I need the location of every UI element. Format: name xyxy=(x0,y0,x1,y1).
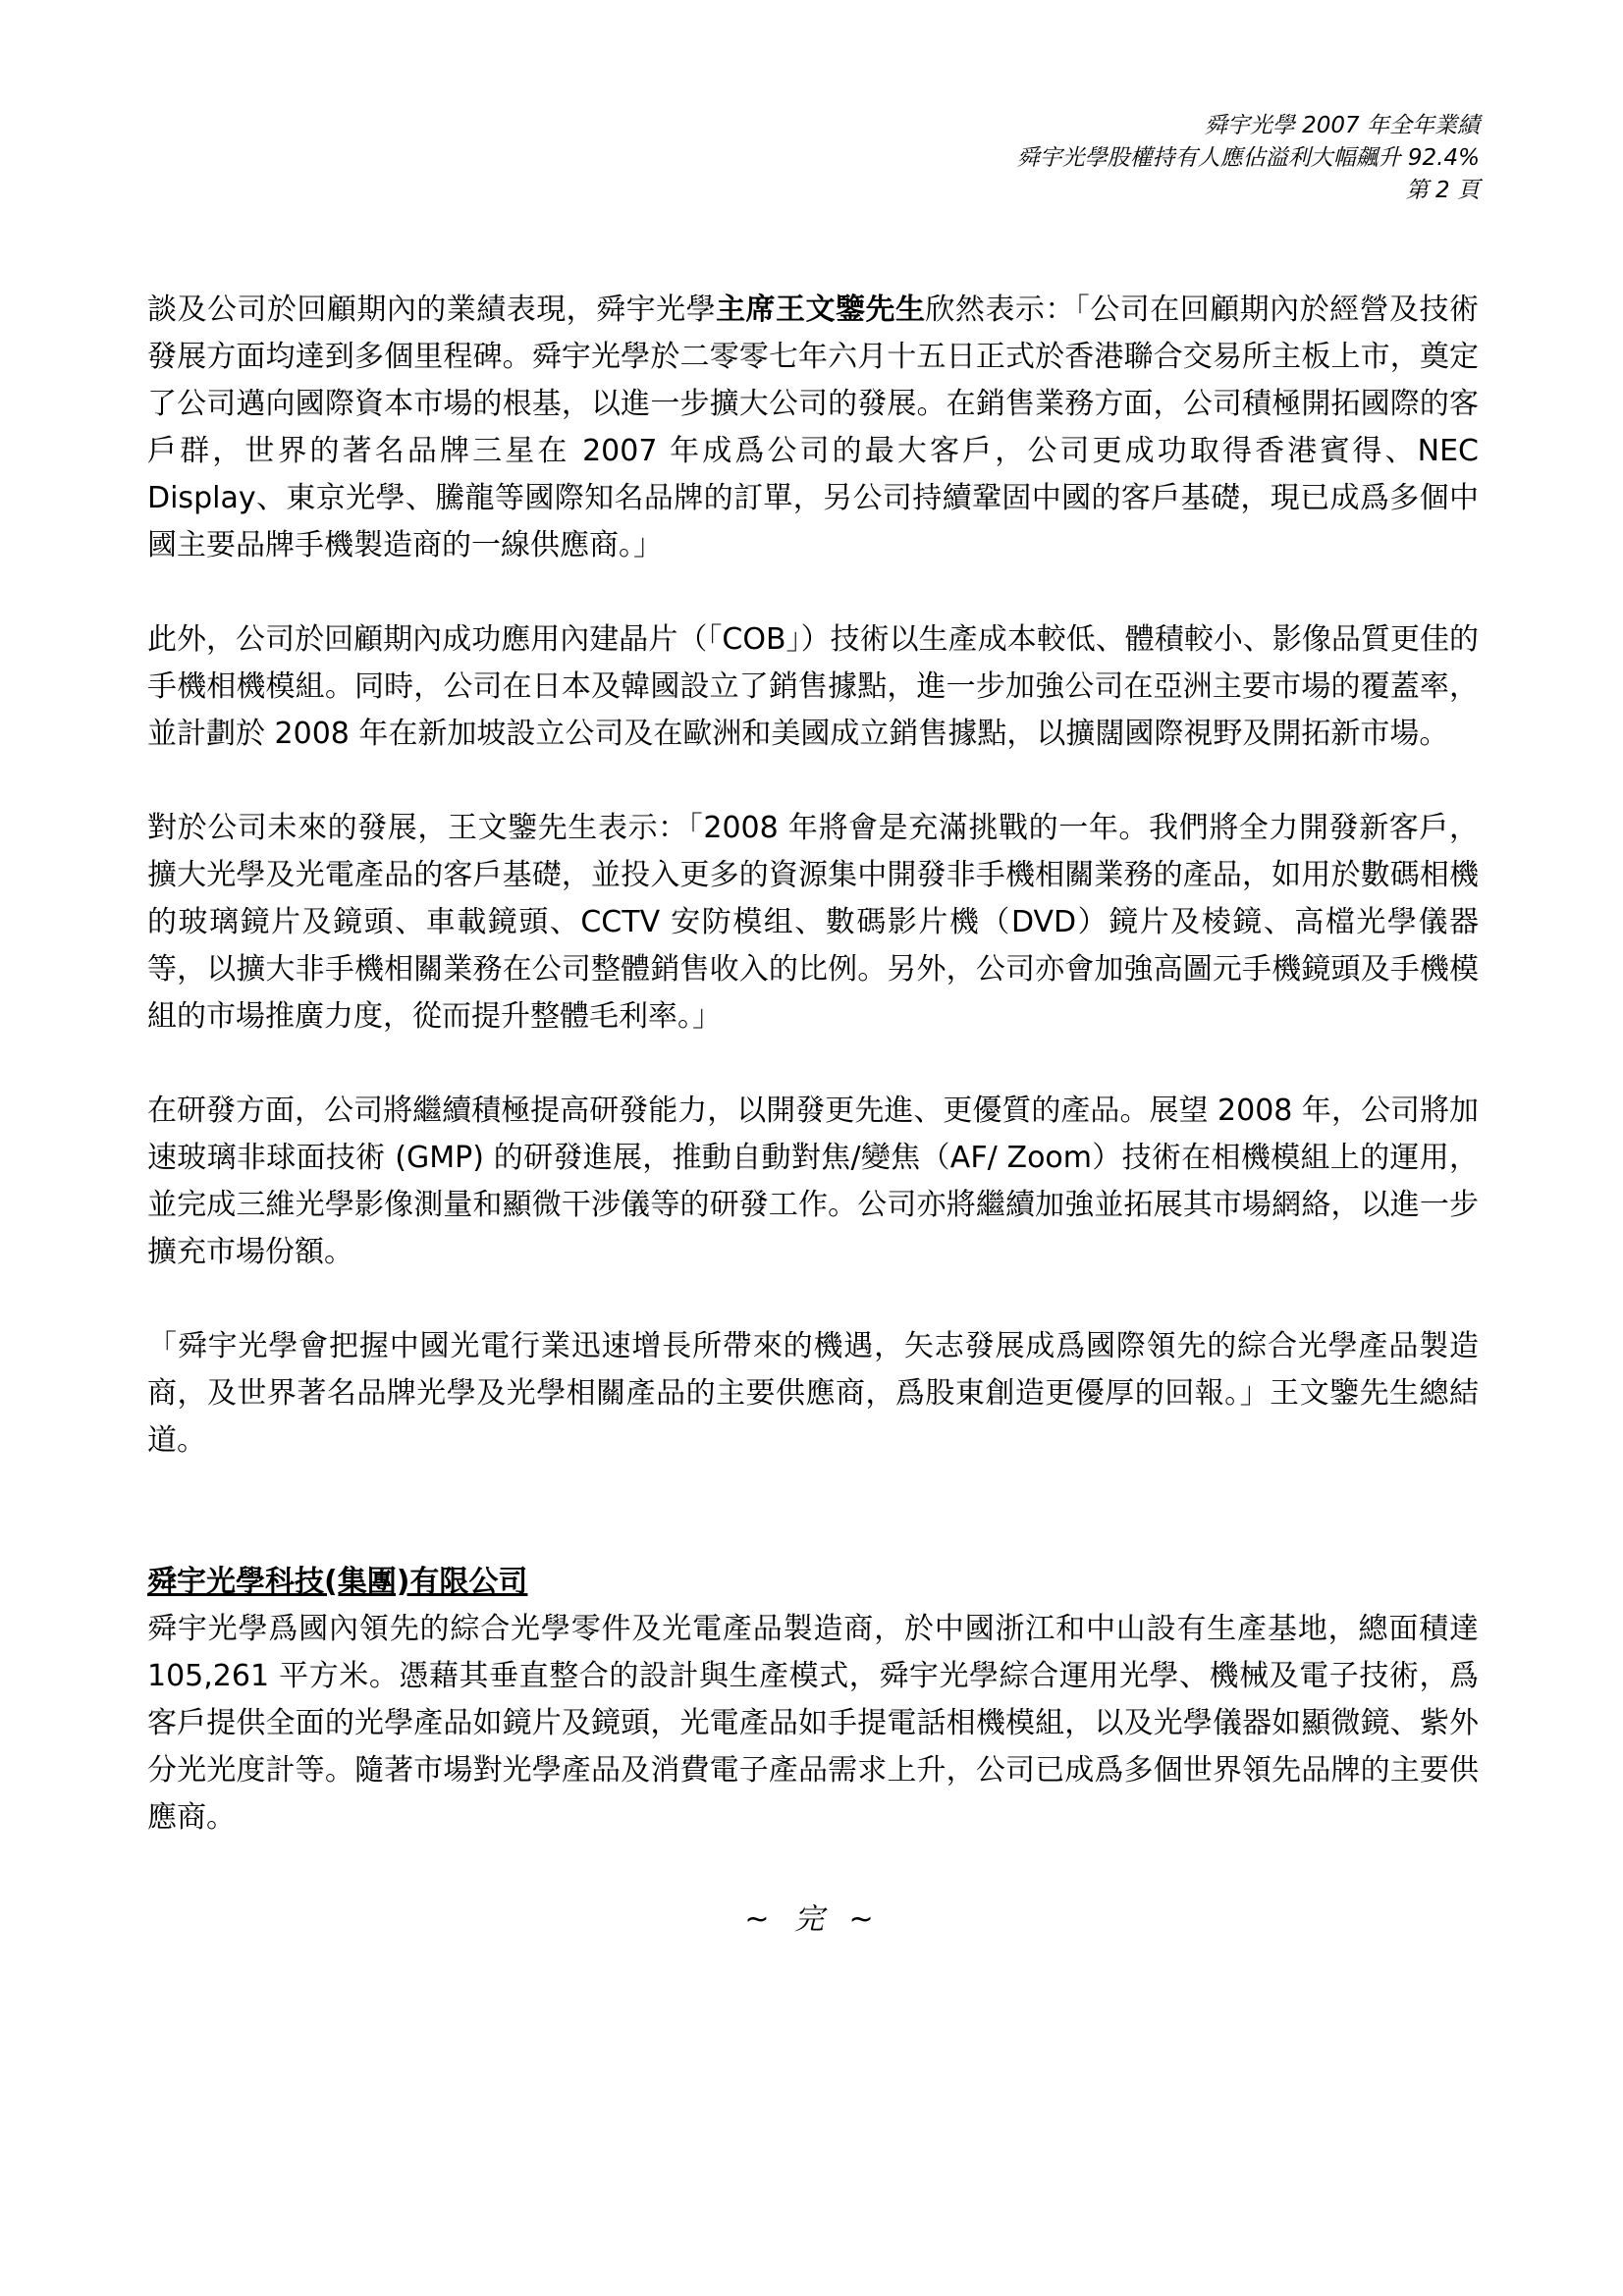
chairman-name: 主席王文鑒先生 xyxy=(716,293,926,327)
header-profit-headline: 舜宇光學股權持有人應佔溢利大幅飆升 92.4% xyxy=(1016,145,1480,171)
paragraph-cob-technology: 此外，公司於回顧期內成功應用內建晶片（「COB」）技術以生產成本較低、體積較小、影像品質更佳的手機相機模組。同時，公司在日本及韓國設立了銷售據點，進一步加強公司在亞洲主要市場的覆蓋率，並計劃於 2008 年在新加坡設立公司及在歐洲和美國成立銷售據點，以擴闊國際視野及開拓新市場。 xyxy=(147,622,1479,751)
paragraph-future-development: 對於公司未來的發展，王文鑒先生表示：「2008 年將會是充滿挑戰的一年。我們將全力開發新客戶，擴大光學及光電產品的客戶基礎，並投入更多的資源集中開發非手機相關業務的產品，如用於數碼相機的玻璃鏡片及鏡頭、車載鏡頭、CCTV 安防模组、數碼影片機（DVD）鏡片及棱鏡、高檔光學儀器等，以擴大非手機相關業務在公司整體銷售收入的比例。另外，公司亦會加強高圖元手機鏡頭及手機模組的市場推廣力度，從而提升整體毛利率。」 xyxy=(147,811,1479,1034)
company-profile-title: 舜宇光學科技(集團)有限公司 xyxy=(147,1565,528,1599)
header-results-title: 舜宇光學 2007 年全年業績 xyxy=(1204,113,1480,138)
document-body xyxy=(147,287,1479,1944)
paragraph-chairman-quote: 欣然表示：「公司在回顧期內於經營及技術發展方面均達到多個里程碑。舜宇光學於二零零七年六月十五日正式於香港聯合交易所主板上市，奠定了公司邁向國際資本市場的根基，以進一步擴大公司的發展。在銷售業務方面，公司積極開拓國際的客戶群，世界的著名品牌三星在 2007 年成爲公司的最大客戶，公司更成功取得香港賓得、NEC Display、東京光學、騰龍等國際知名品牌的訂單，另公司持續鞏固中國的客戶基礎，現已成爲多個中國主要品牌手機製造商的一線供應商。」 xyxy=(147,293,1480,562)
paragraph-chairman-performance xyxy=(147,287,1479,569)
paragraph-research-development: 在研發方面，公司將繼續積極提高研發能力，以開發更先進、更優質的產品。展望 2008 年，公司將加速玻璃非球面技術 (GMP) 的研發進展，推動自動對焦/變焦（AF/ Zoom）技術在相機模組上的運用，並完成三維光學影像測量和顯微干涉儀等的研發工作。公司亦將繼續加強並拓展其市場網絡，以進一步擴充市場份額。 xyxy=(147,1094,1479,1269)
paragraph-closing-quote: 「舜宇光學會把握中國光電行業迅速增長所帶來的機遇，矢志發展成爲國際領先的綜合光學產品製造商，及世界著名品牌光學及光學相關產品的主要供應商，爲股東創造更優厚的回報。」王文鑒先生總結道。 xyxy=(147,1329,1479,1458)
header-page-number: 第 2 頁 xyxy=(1405,178,1480,203)
page-header xyxy=(1017,110,1480,207)
paragraph-chairman-intro: 談及公司於回顧期內的業績表現，舜宇光學 xyxy=(147,293,717,327)
end-mark: ~ 完 ~ xyxy=(744,1902,882,1937)
company-profile-description: 舜宇光學爲國內領先的綜合光學零件及光電產品製造商，於中國浙江和中山設有生產基地，總面積達 105,261 平方米。憑藉其垂直整合的設計與生產模式，舜宇光學綜合運用光學、機械及電子技術，爲客戶提供全面的光學產品如鏡片及鏡頭，光電產品如手提電話相機模組，以及光學儀器如顯微鏡、紫外分光光度計等。隨著市場對光學產品及消費電子產品需求上升，公司已成爲多個世界領先品牌的主要供應商。 xyxy=(147,1612,1479,1835)
